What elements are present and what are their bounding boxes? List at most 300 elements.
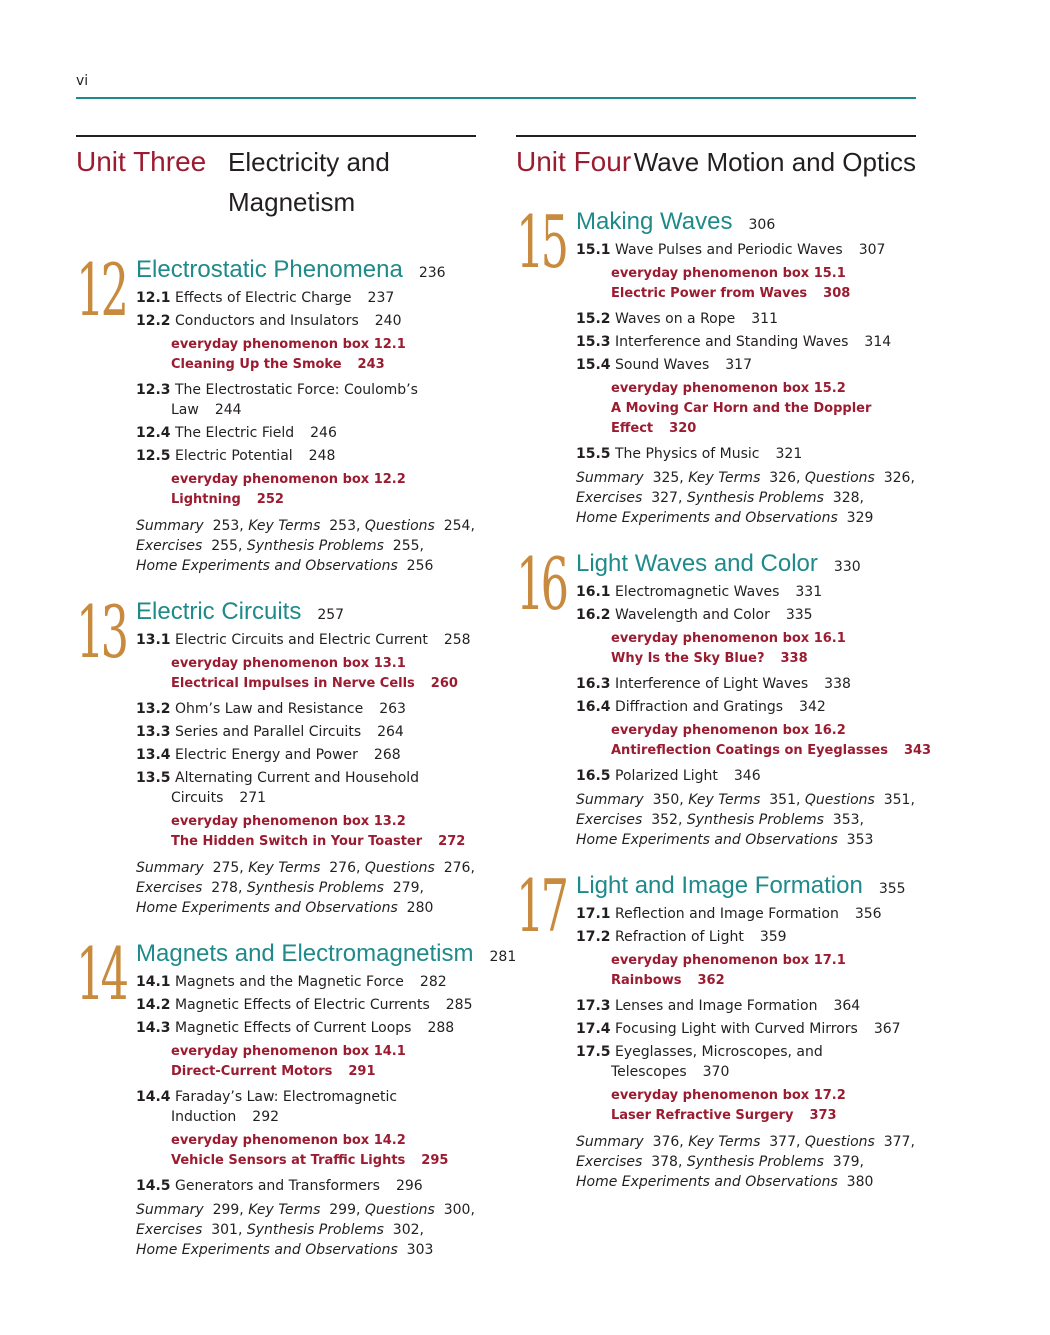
section-line2 bbox=[136, 788, 476, 808]
summary-item-page: 351 bbox=[883, 792, 911, 808]
section-title: Wavelength and Color bbox=[615, 606, 770, 623]
section-number: 16.1 bbox=[576, 583, 611, 600]
summary-item-name: Home Experiments and Observations bbox=[136, 1242, 398, 1258]
section-line2 bbox=[576, 1062, 916, 1082]
summary-item-name: Synthesis Problems bbox=[686, 1154, 824, 1170]
section-line1 bbox=[136, 768, 476, 788]
section-title: Magnets and the Magnetic Force bbox=[175, 973, 404, 990]
phenomenon-box-title-line bbox=[136, 1062, 476, 1082]
section-number: 17.3 bbox=[576, 997, 611, 1014]
phenomenon-box-entry[interactable] bbox=[576, 948, 916, 994]
section-line1 bbox=[136, 1087, 476, 1107]
chapter-page: 257 bbox=[317, 607, 345, 623]
section-title-cont: Law bbox=[171, 401, 199, 418]
summary-line: Summary 275, Key Terms 276, Questions 276, bbox=[136, 860, 475, 876]
phenomenon-box-page: 260 bbox=[430, 676, 458, 691]
chapter-number: 14 bbox=[76, 932, 126, 1016]
chapter-page: 236 bbox=[418, 265, 446, 281]
summary-line bbox=[136, 898, 476, 918]
section-title: Focusing Light with Curved Mirrors bbox=[615, 1020, 858, 1037]
summary-line bbox=[576, 508, 916, 528]
summary-item-page: 276 bbox=[329, 860, 356, 876]
summary-item-page: 325 bbox=[652, 470, 680, 486]
summary-item-page: 299 bbox=[212, 1202, 240, 1218]
summary-item-page: 276 bbox=[443, 860, 471, 876]
summary-item-name: Summary bbox=[576, 470, 644, 486]
toc-entry[interactable] bbox=[576, 994, 916, 1017]
section-page: 346 bbox=[733, 767, 761, 784]
summary-item-page: 280 bbox=[406, 900, 434, 916]
section-page: 237 bbox=[367, 289, 395, 306]
chapter-number: 13 bbox=[76, 590, 126, 674]
phenomenon-box-title-line bbox=[136, 355, 476, 375]
summary-item-name: Exercises bbox=[576, 490, 643, 506]
unit-title-line1: Wave Motion and Optics bbox=[633, 147, 916, 177]
summary-item-name: Home Experiments and Observations bbox=[136, 900, 398, 916]
phenomenon-box-page: 338 bbox=[780, 651, 808, 666]
summary-line bbox=[136, 556, 476, 576]
phenomenon-box-title: A Moving Car Horn and the Doppler bbox=[611, 401, 872, 416]
chapter-page: 330 bbox=[833, 559, 861, 575]
summary-line: Exercises 278, Synthesis Problems 279, bbox=[136, 880, 424, 896]
phenomenon-box-entry[interactable] bbox=[576, 626, 916, 672]
summary-item-name: Synthesis Problems bbox=[246, 1222, 384, 1238]
toc-entry[interactable] bbox=[576, 1017, 916, 1040]
toc-entry[interactable] bbox=[136, 421, 476, 444]
toc-entry[interactable] bbox=[576, 925, 916, 948]
section-page: 240 bbox=[374, 312, 402, 329]
toc-entry[interactable] bbox=[576, 764, 916, 787]
summary-item-name: Summary bbox=[576, 792, 644, 808]
summary-item-page: 326 bbox=[769, 470, 796, 486]
chapter-title-row bbox=[576, 872, 916, 902]
section-line1 bbox=[136, 380, 476, 400]
section-title: Alternating Current and Household bbox=[175, 769, 420, 786]
section-title: Sound Waves bbox=[615, 356, 710, 373]
section-title: Reflection and Image Formation bbox=[615, 905, 839, 922]
section-number: 12.3 bbox=[136, 381, 171, 398]
header-rule bbox=[76, 97, 916, 99]
phenomenon-box-label: everyday phenomenon box 15.2 bbox=[611, 381, 846, 396]
chapter-number: 12 bbox=[76, 248, 126, 332]
chapter-title-row bbox=[136, 598, 476, 628]
section-page: 246 bbox=[310, 424, 337, 441]
toc-entry[interactable] bbox=[576, 603, 916, 626]
unit-header bbox=[76, 142, 476, 222]
section-page: 335 bbox=[785, 606, 813, 623]
summary-item-name: Key Terms bbox=[248, 518, 321, 534]
section-page: 311 bbox=[751, 310, 778, 327]
section-title: Effects of Electric Charge bbox=[175, 289, 352, 306]
summary-item-name: Key Terms bbox=[248, 860, 321, 876]
section-number: 16.2 bbox=[576, 606, 611, 623]
summary-item-name: Home Experiments and Observations bbox=[576, 832, 838, 848]
summary-line: Exercises 327, Synthesis Problems 328, bbox=[576, 490, 864, 506]
section-number: 14.4 bbox=[136, 1088, 171, 1105]
section-title: Polarized Light bbox=[615, 767, 718, 784]
summary-item-page: 380 bbox=[846, 1174, 874, 1190]
section-page: 356 bbox=[854, 905, 882, 922]
phenomenon-box-label: everyday phenomenon box 12.2 bbox=[171, 472, 406, 487]
section-number: 13.1 bbox=[136, 631, 171, 648]
section-title: Eyeglasses, Microscopes, and bbox=[615, 1043, 823, 1060]
summary-item-name: Key Terms bbox=[688, 470, 761, 486]
section-page: 331 bbox=[795, 583, 823, 600]
section-page: 296 bbox=[395, 1177, 423, 1194]
phenomenon-box-page: 291 bbox=[348, 1064, 376, 1079]
summary-line: Summary 299, Key Terms 299, Questions 300, bbox=[136, 1202, 475, 1218]
chapter bbox=[76, 932, 517, 1260]
toc-entry[interactable] bbox=[136, 697, 476, 720]
chapter-summary bbox=[576, 468, 916, 528]
phenomenon-box-title-line2 bbox=[576, 419, 916, 439]
phenomenon-box-entry[interactable] bbox=[576, 376, 916, 442]
section-title: The Electric Field bbox=[175, 424, 295, 441]
chapter-summary bbox=[136, 516, 476, 576]
section-page: 321 bbox=[775, 445, 803, 462]
chapter-number: 15 bbox=[516, 200, 566, 284]
summary-item-page: 376 bbox=[652, 1134, 680, 1150]
phenomenon-box-entry[interactable] bbox=[576, 718, 932, 764]
chapter-title[interactable]: Light Waves and Color bbox=[576, 550, 818, 577]
chapter-title-row bbox=[136, 940, 517, 970]
phenomenon-box-title-line bbox=[576, 1106, 916, 1126]
toc-entry[interactable] bbox=[576, 580, 916, 603]
phenomenon-box-label: everyday phenomenon box 12.1 bbox=[171, 337, 406, 352]
phenomenon-box-entry[interactable] bbox=[136, 651, 476, 697]
section-page: 264 bbox=[377, 723, 404, 740]
phenomenon-box-entry[interactable] bbox=[136, 332, 476, 378]
section-title: Magnetic Effects of Current Loops bbox=[175, 1019, 412, 1036]
chapter-page: 281 bbox=[489, 949, 517, 965]
phenomenon-box-entry[interactable] bbox=[136, 1039, 476, 1085]
chapter-title[interactable]: Making Waves bbox=[576, 208, 733, 235]
summary-item-page: 328 bbox=[832, 490, 860, 506]
toc-entry[interactable] bbox=[136, 720, 476, 743]
summary-item-name: Home Experiments and Observations bbox=[136, 558, 398, 574]
unit-title-line2: Magnetism bbox=[228, 187, 356, 217]
summary-line: Exercises 352, Synthesis Problems 353, bbox=[576, 812, 864, 828]
chapter-title[interactable]: Light and Image Formation bbox=[576, 872, 863, 899]
phenomenon-box-page: 373 bbox=[809, 1108, 837, 1123]
summary-line: Exercises 255, Synthesis Problems 255, bbox=[136, 538, 424, 554]
phenomenon-box-title: Why Is the Sky Blue? bbox=[611, 651, 765, 666]
phenomenon-box-label: everyday phenomenon box 13.1 bbox=[171, 656, 406, 671]
chapter-number: 17 bbox=[516, 864, 566, 948]
section-page: 364 bbox=[833, 997, 861, 1014]
section-title-cont: Induction bbox=[171, 1108, 237, 1125]
section-title-cont: Circuits bbox=[171, 789, 224, 806]
section-title: Electromagnetic Waves bbox=[615, 583, 780, 600]
toc-entry[interactable] bbox=[136, 1085, 476, 1128]
toc-entry[interactable] bbox=[136, 766, 476, 809]
section-page: 367 bbox=[873, 1020, 901, 1037]
toc-entry[interactable] bbox=[576, 238, 916, 261]
summary-item-name: Summary bbox=[136, 860, 204, 876]
summary-item-page: 275 bbox=[212, 860, 240, 876]
summary-item-name: Synthesis Problems bbox=[686, 490, 824, 506]
phenomenon-box-label: everyday phenomenon box 17.2 bbox=[611, 1088, 846, 1103]
summary-item-page: 327 bbox=[651, 490, 678, 506]
section-title: Electric Energy and Power bbox=[175, 746, 358, 763]
section-page: 307 bbox=[858, 241, 886, 258]
section-page: 248 bbox=[308, 447, 336, 464]
section-title: Faraday’s Law: Electromagnetic bbox=[175, 1088, 398, 1105]
toc-entry[interactable] bbox=[136, 378, 476, 421]
toc-entry[interactable] bbox=[576, 353, 916, 376]
phenomenon-box-label: everyday phenomenon box 15.1 bbox=[611, 266, 846, 281]
section-number: 12.5 bbox=[136, 447, 171, 464]
summary-item-name: Summary bbox=[576, 1134, 644, 1150]
phenomenon-box-title-line bbox=[576, 741, 932, 761]
phenomenon-box-title-line bbox=[576, 284, 916, 304]
section-title: Electric Potential bbox=[175, 447, 293, 464]
chapter-title[interactable]: Electrostatic Phenomena bbox=[136, 256, 403, 283]
summary-item-page: 378 bbox=[651, 1154, 678, 1170]
toc-entry[interactable] bbox=[136, 993, 476, 1016]
summary-item-name: Questions bbox=[364, 518, 435, 534]
phenomenon-box-title: The Hidden Switch in Your Toaster bbox=[171, 834, 423, 849]
section-title: Diffraction and Gratings bbox=[615, 698, 784, 715]
summary-item-name: Synthesis Problems bbox=[246, 538, 384, 554]
toc-entry[interactable] bbox=[136, 444, 476, 467]
summary-line: Exercises 301, Synthesis Problems 302, bbox=[136, 1222, 424, 1238]
chapter-title[interactable]: Magnets and Electromagnetism bbox=[136, 940, 474, 967]
summary-line: Summary 376, Key Terms 377, Questions 377, bbox=[576, 1134, 915, 1150]
unit-rule bbox=[76, 135, 476, 137]
toc-entry[interactable] bbox=[136, 1016, 476, 1039]
section-number: 13.3 bbox=[136, 723, 171, 740]
summary-item-name: Questions bbox=[364, 860, 435, 876]
phenomenon-box-entry[interactable] bbox=[136, 467, 476, 513]
summary-item-name: Home Experiments and Observations bbox=[576, 1174, 838, 1190]
phenomenon-box-entry[interactable] bbox=[576, 261, 916, 307]
section-page: 285 bbox=[445, 996, 473, 1013]
summary-item-page: 326 bbox=[883, 470, 911, 486]
summary-item-page: 350 bbox=[652, 792, 680, 808]
section-page: 342 bbox=[799, 698, 826, 715]
phenomenon-box-entry[interactable] bbox=[136, 1128, 476, 1174]
chapter-list bbox=[76, 248, 517, 1260]
section-line1 bbox=[576, 1042, 916, 1062]
phenomenon-box-page: 362 bbox=[697, 973, 725, 988]
phenomenon-box-entry[interactable] bbox=[136, 809, 476, 855]
phenomenon-box-label: everyday phenomenon box 16.2 bbox=[611, 723, 846, 738]
chapter-number: 16 bbox=[516, 542, 566, 626]
toc-entry[interactable] bbox=[136, 286, 476, 309]
unit-title bbox=[634, 142, 916, 182]
summary-item-name: Questions bbox=[804, 792, 875, 808]
section-number: 14.2 bbox=[136, 996, 171, 1013]
section-number: 15.3 bbox=[576, 333, 611, 350]
phenomenon-box-page: 252 bbox=[256, 492, 284, 507]
section-page: 263 bbox=[379, 700, 406, 717]
summary-item-page: 256 bbox=[406, 558, 434, 574]
chapter-title-row bbox=[576, 208, 916, 238]
phenomenon-box-title: Antireflection Coatings on Eyeglasses bbox=[611, 743, 888, 758]
summary-item-name: Exercises bbox=[136, 880, 203, 896]
section-line2 bbox=[136, 400, 476, 420]
summary-item-page: 352 bbox=[651, 812, 678, 828]
summary-item-name: Questions bbox=[364, 1202, 435, 1218]
chapter bbox=[516, 200, 916, 528]
summary-item-page: 351 bbox=[769, 792, 796, 808]
summary-item-name: Summary bbox=[136, 518, 204, 534]
section-number: 14.3 bbox=[136, 1019, 171, 1036]
summary-line: Summary 253, Key Terms 253, Questions 254, bbox=[136, 518, 475, 534]
phenomenon-box-page: 295 bbox=[421, 1153, 449, 1168]
summary-line bbox=[136, 1240, 476, 1260]
unit-title-line1: Electricity and bbox=[228, 147, 390, 177]
summary-item-name: Exercises bbox=[576, 812, 643, 828]
unit-three-column bbox=[76, 135, 517, 1282]
section-number: 12.2 bbox=[136, 312, 171, 329]
phenomenon-box-label: everyday phenomenon box 17.1 bbox=[611, 953, 846, 968]
summary-item-page: 254 bbox=[443, 518, 471, 534]
section-page: 359 bbox=[759, 928, 787, 945]
summary-item-name: Key Terms bbox=[688, 792, 761, 808]
phenomenon-box-title: Laser Refractive Surgery bbox=[611, 1108, 794, 1123]
toc-entry[interactable] bbox=[576, 330, 916, 353]
phenomenon-box-title: Vehicle Sensors at Traffic Lights bbox=[171, 1153, 406, 1168]
phenomenon-box-label: everyday phenomenon box 14.1 bbox=[171, 1044, 406, 1059]
toc-entry[interactable] bbox=[136, 309, 476, 332]
phenomenon-box-page: 320 bbox=[669, 421, 697, 436]
section-page: 288 bbox=[427, 1019, 455, 1036]
section-number: 14.1 bbox=[136, 973, 171, 990]
chapter-summary bbox=[576, 790, 916, 850]
summary-item-page: 279 bbox=[392, 880, 420, 896]
section-number: 15.4 bbox=[576, 356, 611, 373]
section-page: 314 bbox=[864, 333, 892, 350]
phenomenon-box-title-line bbox=[136, 1151, 476, 1171]
phenomenon-box-title: Lightning bbox=[171, 492, 241, 507]
phenomenon-box-title-cont: Effect bbox=[611, 421, 654, 436]
section-number: 17.2 bbox=[576, 928, 611, 945]
phenomenon-box-page: 343 bbox=[903, 743, 932, 758]
summary-item-page: 278 bbox=[211, 880, 238, 896]
phenomenon-box-title-line bbox=[576, 971, 916, 991]
chapter-title-row bbox=[576, 550, 916, 580]
summary-item-page: 329 bbox=[846, 510, 874, 526]
section-line2 bbox=[136, 1107, 476, 1127]
section-number: 12.1 bbox=[136, 289, 171, 306]
section-title: The Physics of Music bbox=[615, 445, 760, 462]
section-number: 17.4 bbox=[576, 1020, 611, 1037]
toc-entry[interactable] bbox=[136, 970, 476, 993]
summary-item-page: 255 bbox=[211, 538, 238, 554]
toc-entry[interactable] bbox=[576, 1040, 916, 1083]
section-page: 338 bbox=[824, 675, 851, 692]
section-page: 282 bbox=[419, 973, 447, 990]
summary-item-page: 253 bbox=[329, 518, 356, 534]
section-page: 317 bbox=[725, 356, 752, 373]
section-title: Interference of Light Waves bbox=[615, 675, 809, 692]
unit-four-column bbox=[516, 135, 932, 1214]
chapter-page: 306 bbox=[748, 217, 776, 233]
summary-item-page: 353 bbox=[846, 832, 874, 848]
chapter-title[interactable]: Electric Circuits bbox=[136, 598, 302, 625]
summary-item-name: Synthesis Problems bbox=[246, 880, 384, 896]
section-number: 15.5 bbox=[576, 445, 611, 462]
summary-item-page: 302 bbox=[392, 1222, 420, 1238]
page-number: vi bbox=[76, 73, 89, 89]
toc-entry[interactable] bbox=[136, 743, 476, 766]
phenomenon-box-page: 308 bbox=[823, 286, 851, 301]
summary-item-page: 303 bbox=[406, 1242, 434, 1258]
summary-item-page: 377 bbox=[883, 1134, 911, 1150]
section-number: 16.5 bbox=[576, 767, 611, 784]
phenomenon-box-title-line bbox=[136, 674, 476, 694]
unit-title bbox=[228, 142, 390, 222]
phenomenon-box-label: everyday phenomenon box 13.2 bbox=[171, 814, 406, 829]
chapter bbox=[76, 590, 476, 918]
section-title: Magnetic Effects of Electric Currents bbox=[175, 996, 430, 1013]
phenomenon-box-title: Rainbows bbox=[611, 973, 682, 988]
section-title: Conductors and Insulators bbox=[175, 312, 359, 329]
unit-label: Unit Three bbox=[76, 146, 207, 177]
toc-entry[interactable] bbox=[136, 628, 476, 651]
chapter-page: 355 bbox=[878, 881, 906, 897]
section-title: Lenses and Image Formation bbox=[615, 997, 818, 1014]
summary-item-name: Questions bbox=[804, 1134, 875, 1150]
section-title: The Electrostatic Force: Coulomb’s bbox=[175, 381, 418, 398]
unit-rule bbox=[516, 135, 916, 137]
summary-item-name: Exercises bbox=[576, 1154, 643, 1170]
summary-item-name: Exercises bbox=[136, 538, 203, 554]
section-number: 13.2 bbox=[136, 700, 171, 717]
section-title: Series and Parallel Circuits bbox=[175, 723, 362, 740]
section-number: 16.3 bbox=[576, 675, 611, 692]
section-title: Wave Pulses and Periodic Waves bbox=[615, 241, 843, 258]
summary-item-name: Home Experiments and Observations bbox=[576, 510, 838, 526]
chapter-title-row bbox=[136, 256, 476, 286]
chapter bbox=[516, 864, 916, 1192]
summary-item-name: Key Terms bbox=[688, 1134, 761, 1150]
phenomenon-box-title: Electric Power from Waves bbox=[611, 286, 808, 301]
summary-line: Summary 325, Key Terms 326, Questions 326, bbox=[576, 470, 915, 486]
phenomenon-box-title-line bbox=[576, 649, 916, 669]
phenomenon-box-title-line bbox=[136, 832, 476, 852]
toc-entry[interactable] bbox=[576, 442, 916, 465]
phenomenon-box-entry[interactable] bbox=[576, 1083, 916, 1129]
section-page: 244 bbox=[214, 401, 242, 418]
toc-entry[interactable] bbox=[576, 695, 916, 718]
section-page: 292 bbox=[252, 1108, 280, 1125]
section-title: Generators and Transformers bbox=[175, 1177, 380, 1194]
summary-item-name: Key Terms bbox=[248, 1202, 321, 1218]
summary-item-page: 299 bbox=[329, 1202, 356, 1218]
toc-entry[interactable] bbox=[576, 672, 916, 695]
toc-entry[interactable] bbox=[136, 1174, 476, 1197]
summary-line bbox=[576, 1172, 916, 1192]
section-page: 271 bbox=[239, 789, 267, 806]
chapter bbox=[76, 248, 476, 576]
summary-item-page: 255 bbox=[392, 538, 420, 554]
phenomenon-box-title: Cleaning Up the Smoke bbox=[171, 357, 342, 372]
toc-entry[interactable] bbox=[576, 307, 916, 330]
summary-item-page: 253 bbox=[212, 518, 240, 534]
summary-item-name: Synthesis Problems bbox=[686, 812, 824, 828]
summary-item-page: 301 bbox=[211, 1222, 238, 1238]
summary-item-page: 353 bbox=[832, 812, 860, 828]
section-number: 17.1 bbox=[576, 905, 611, 922]
chapter-summary bbox=[576, 1132, 916, 1192]
toc-entry[interactable] bbox=[576, 902, 916, 925]
section-title: Waves on a Rope bbox=[615, 310, 736, 327]
phenomenon-box-page: 272 bbox=[438, 834, 466, 849]
summary-item-page: 377 bbox=[769, 1134, 796, 1150]
